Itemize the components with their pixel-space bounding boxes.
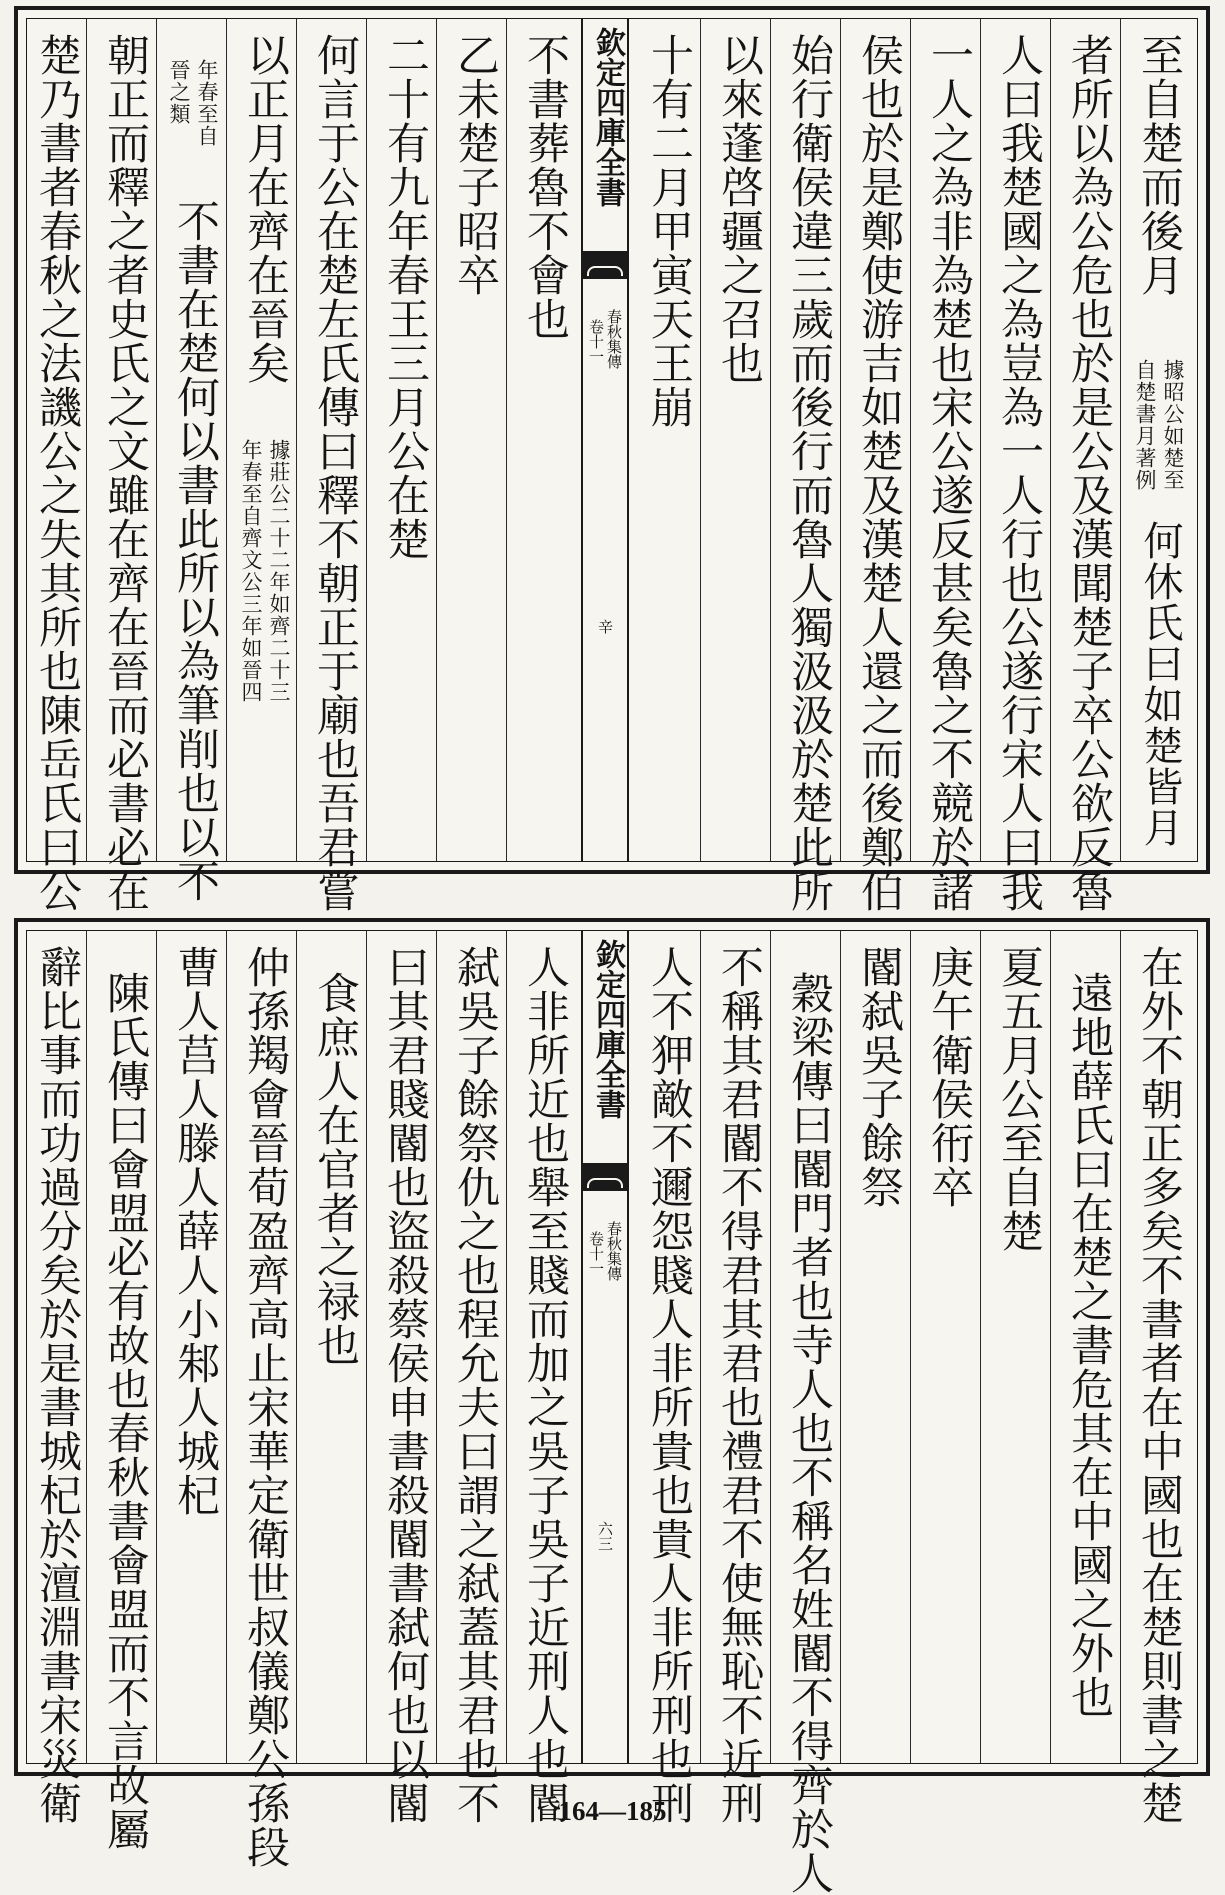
gutter-book-title: 春秋集傳 [605,309,623,369]
column-note: 據莊公二十二年如齊二十三 [267,439,291,703]
gutter-title: 欽定四庫全書 [590,939,625,1119]
top-page [14,6,1210,913]
column-rule [436,931,437,1763]
column-rule [770,931,771,1763]
column-note: 晉之類 [167,59,191,125]
column-rule [980,19,981,861]
column-text: 穀梁傳曰閽門者也寺人也不稱名姓閽不得齊於人 [784,971,834,1895]
column-rule [86,931,87,1763]
column-rule [366,931,367,1763]
column-text: 人不狎敵不邇怨賤人非所貴也貴人非所刑也刑 [644,945,694,1825]
column-text: 食庶人在官者之禄也 [310,971,360,1367]
column-note: 自楚書月著例 [1133,359,1157,491]
page-number: 164—185 [558,1796,667,1826]
column-rule [840,19,841,861]
gutter-folio: 辛 [596,619,614,634]
column-text: 人曰我楚國之為豈為一人行也公遂行宋人曰我 [994,33,1044,913]
column-rule [366,19,367,861]
column-note: 據昭公如楚至 [1161,359,1185,491]
column-rule [436,19,437,861]
fishtail-mark [583,251,627,279]
column-text: 至自楚而後月 [1134,33,1184,297]
column-rule [296,931,297,1763]
gutter-folio: 六三 [596,1521,614,1551]
column-text: 不稱其君閽不得君其君也禮君不使無恥不近刑 [714,945,764,1825]
column-text: 閽弑吳子餘祭 [854,945,904,1209]
column-text: 者所以為公危也於是公及漢聞楚子卒公欲反魯 [1064,33,1114,913]
column-text: 何言于公在楚左氏傳曰釋不朝正于廟也吾君嘗 [310,33,360,913]
column-text: 以來蓬啓疆之召也 [714,33,764,385]
column-rule [86,19,87,861]
column-rule [226,19,227,861]
gutter-title: 欽定四庫全書 [590,27,625,207]
column-text: 乙未楚子昭卒 [450,33,500,297]
column-rule [910,19,911,861]
gutter-volume: 卷十一 [587,1231,605,1276]
column-text-tail: 何休氏曰如楚皆月 [1137,520,1183,848]
column-rule [910,931,911,1763]
column-rule [156,931,157,1763]
column-text: 仲孫羯會晉荀盈齊高止宋華定衛世叔儀鄭公孫段 [240,945,290,1869]
column-rule [1120,931,1121,1763]
column-rule [770,19,771,861]
column-text: 十有二月甲寅天王崩 [644,33,694,429]
column-text: 以正月在齊在晉矣 [240,33,290,385]
gutter-strip [581,19,629,861]
column-text: 陳氏傳曰會盟必有故也春秋書會盟而不言故屬 [100,971,150,1851]
column-rule [700,931,701,1763]
column-text: 二十有九年春王三月公在楚 [380,33,430,561]
column-text: 在外不朝正多矣不書者在中國也在楚則書之楚 [1134,945,1184,1825]
column-rule [506,19,507,861]
column-rule [296,19,297,861]
column-note: 年春至自 [195,59,219,147]
column-rule [1050,19,1051,861]
gutter-strip [581,931,629,1763]
column-text: 夏五月公至自楚 [994,945,1044,1253]
column-rule [226,931,227,1763]
column-text: 辭比事而功過分矣於是書城杞於澶淵書宋災衛 [32,945,82,1825]
column-rule [1120,19,1121,861]
gutter-book-title: 春秋集傳 [605,1221,623,1281]
column-text: 朝正而釋之者史氏之文雖在齊在晉而必書必在 [100,33,150,913]
column-text: 遠地薛氏曰在楚之書危其在中國之外也 [1064,971,1114,1719]
column-text: 弑吳子餘祭仇之也程允夫曰謂之弑蓋其君也不 [450,945,500,1825]
column-text: 楚乃書者春秋之法譏公之失其所也陳岳氏曰公 [32,33,82,913]
column-text: 一人之為非為楚也宋公遂反甚矣魯之不競於諸 [924,33,974,913]
column-text: 不書葬魯不會也 [520,33,570,341]
gutter-volume: 卷十一 [587,319,605,364]
column-rule [980,931,981,1763]
column-text: 侯也於是鄭使游吉如楚及漢楚人還之而後鄭伯 [854,33,904,913]
fishtail-mark [583,1163,627,1191]
column-rule [700,19,701,861]
column-text: 曰其君賤閽也盜殺蔡侯申書殺閽書弑何也以閽 [380,945,430,1825]
column-text: 人非所近也舉至賤而加之吳子吳子近刑人也閽 [520,945,570,1825]
column-rule [156,19,157,861]
top-page-frame [26,18,1198,913]
column-rule [1050,931,1051,1763]
column-rule [506,931,507,1763]
column-note: 年春至自齊文公三年如晉四 [239,439,263,703]
column-rule [840,931,841,1763]
column-text: 曹人莒人滕人薛人小邾人城杞 [170,945,220,1517]
column-text: 庚午衛侯衎卒 [924,945,974,1209]
column-text: 不書在楚何以書此所以為筆削也以不 [170,199,220,903]
column-text: 始行衛侯違三歲而後行而魯人獨汲汲於楚此所 [784,33,834,913]
